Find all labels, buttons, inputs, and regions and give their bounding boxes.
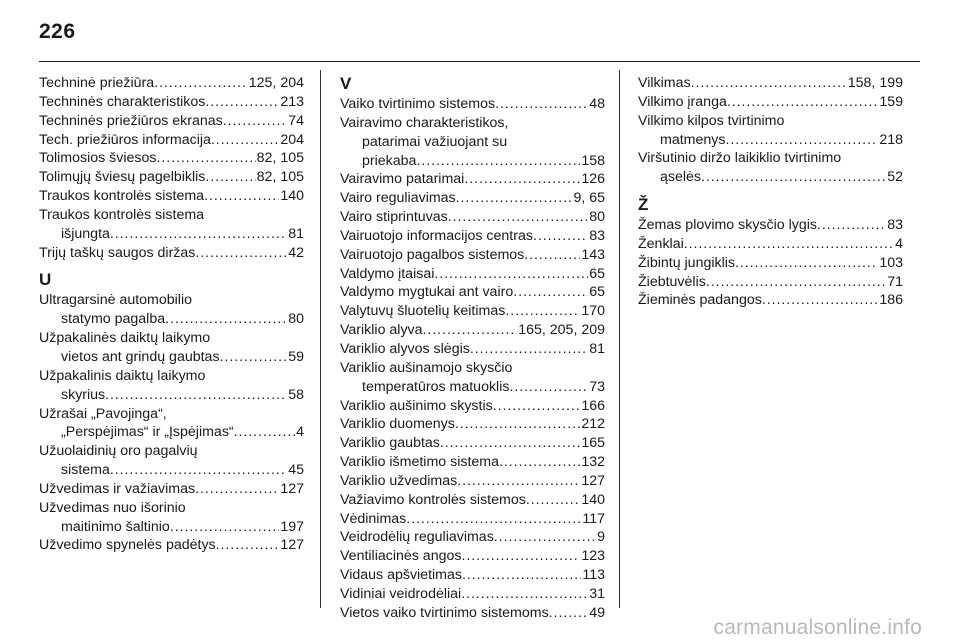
index-entry-pages: 31: [589, 585, 605, 602]
index-entry-row: [638, 291, 903, 310]
index-entry-line: Variklio aušinamojo skysčio: [340, 359, 513, 376]
dot-leader: [416, 152, 580, 171]
index-entry-row: [39, 225, 304, 244]
index-entry: [340, 566, 605, 585]
index-entry-pages: 73: [589, 378, 605, 395]
dot-leader: [706, 273, 886, 292]
index-entry-pages: 140: [280, 188, 304, 205]
index-entry-row: [340, 528, 605, 547]
index-entry-term: maitinimo šaltinio: [61, 518, 170, 535]
index-entry: [39, 291, 304, 329]
index-entry: [39, 187, 304, 206]
index-entry-pages: 49: [589, 604, 605, 621]
index-entry-pages: 212: [581, 416, 605, 433]
index-entry-term: Žemas plovimo skysčio lygis: [638, 217, 817, 234]
dot-leader: [205, 168, 255, 187]
index-entry: [638, 235, 903, 254]
dot-leader: [499, 453, 580, 472]
dot-leader: [494, 528, 596, 547]
index-entry: [638, 93, 903, 112]
index-entry-term: vietos ant grindų gaubtas: [61, 348, 220, 365]
index-entry-row: [340, 491, 605, 510]
dot-leader: [423, 321, 518, 340]
index-entry-row: [340, 434, 605, 453]
index-entry-term: matmenys: [660, 131, 726, 148]
index-entry: [340, 283, 605, 302]
index-entry-row: [39, 461, 304, 480]
index-entry-row: [340, 95, 605, 114]
index-entry-term: sistema: [61, 462, 110, 479]
index-entry-pages: 125, 204: [248, 75, 304, 91]
index-entry-row: [39, 348, 304, 367]
index-entry-term: ąselės: [660, 169, 702, 186]
index-entry: [340, 547, 605, 566]
index-entry: [340, 189, 605, 208]
index-entry-pages: 81: [288, 225, 304, 242]
index-entry: [340, 170, 605, 189]
index-entry-row: [340, 170, 605, 189]
index-entry: [39, 442, 304, 480]
index-entry-line: Užpakalinis daiktų laikymo: [39, 367, 206, 384]
index-entry-term: priekaba: [362, 152, 417, 169]
dot-leader: [205, 93, 279, 112]
index-entry-term: skyrius: [61, 386, 106, 403]
index-letter-heading: U: [39, 270, 52, 290]
dot-leader: [457, 472, 580, 491]
index-entry-row: [340, 152, 605, 171]
dot-leader: [526, 491, 581, 510]
index-entry-term: Valytuvų šluotelių keitimas: [340, 303, 506, 320]
index-entry-row: [39, 423, 304, 442]
index-entry-pages: 59: [288, 348, 304, 365]
index-entry-row: [340, 472, 605, 491]
dot-leader: [505, 302, 580, 321]
index-entry-pages: 42: [288, 244, 304, 261]
index-entry-pages: 143: [581, 246, 605, 263]
index-entry-term: Traukos kontrolės sistema: [39, 188, 205, 205]
index-entry: [340, 528, 605, 547]
index-entry-term: „Perspėjimas“ ir „Įspėjimas“: [61, 424, 234, 441]
page-number: 226: [39, 20, 76, 43]
index-entry-row: [638, 216, 903, 235]
index-entry: [340, 510, 605, 529]
index-entry-pages: 132: [581, 454, 605, 471]
index-entry: [638, 273, 903, 292]
dot-leader: [701, 168, 886, 187]
index-entry: [340, 604, 605, 623]
index-entry-row: [39, 518, 304, 537]
dot-leader: [461, 585, 588, 604]
dot-leader: [461, 547, 580, 566]
index-entry-row: [340, 321, 605, 340]
index-entry-term: Vėdinimas: [340, 510, 407, 527]
index-entry-pages: 126: [581, 171, 605, 188]
index-entry-pages: 83: [887, 217, 903, 234]
index-entry-term: Techninės charakteristikos: [39, 93, 206, 110]
index-entry-row: [638, 273, 903, 292]
index-entry-row: [39, 168, 304, 187]
index-entry-term: Užvedimo spynelės padėtys: [39, 537, 216, 554]
index-entry-row: [39, 74, 304, 93]
dot-leader: [170, 518, 280, 537]
index-entry-row: [638, 254, 903, 273]
index-entry-term: Vairuotojo pagalbos sistemos: [340, 246, 525, 263]
index-entry: [39, 168, 304, 187]
dot-leader: [735, 254, 878, 273]
index-entry-row: [340, 265, 605, 284]
index-entry: [340, 340, 605, 359]
index-entry-term: Tech. priežiūros informacija: [39, 131, 211, 148]
index-entry: [340, 397, 605, 416]
index-entry-pages: 45: [288, 462, 304, 479]
index-entry-term: Vairo stiprintuvas: [340, 209, 448, 226]
index-entry-line: Užpakalinės daiktų laikymo: [39, 330, 211, 347]
index-entry-term: Žiebtuvėlis: [638, 273, 706, 290]
index-entry: [340, 359, 605, 397]
index-entry-pages: 170: [581, 303, 605, 320]
index-entry-pages: 74: [288, 112, 304, 129]
index-entry-pages: 80: [589, 209, 605, 226]
index-entry-row: [638, 93, 903, 112]
dot-leader: [513, 283, 588, 302]
index-entry-line: Užvedimas nuo išorinio: [39, 499, 186, 516]
index-entry-term: Vairuotojo informacijos centras: [340, 227, 533, 244]
index-entry: [39, 499, 304, 537]
index-entry: [39, 329, 304, 367]
index-entry: [340, 453, 605, 472]
index-entry-pages: 186: [879, 292, 903, 309]
index-entry-term: Techninė priežiūra: [39, 75, 155, 91]
index-entry-term: Vairo reguliavimas: [340, 190, 456, 207]
index-entry-row: [340, 604, 605, 623]
dot-leader: [464, 170, 580, 189]
dot-leader: [725, 131, 878, 150]
dot-leader: [684, 235, 894, 254]
dot-leader: [434, 265, 588, 284]
index-entry-term: Užvedimas ir važiavimas: [39, 480, 196, 497]
index-entry-row: [340, 378, 605, 397]
index-entry-term: Variklio duomenys: [340, 416, 455, 433]
index-entry-pages: 80: [288, 311, 304, 328]
index-entry-line: Užuolaidinių oro pagalvių: [39, 443, 198, 460]
index-entry-row: [39, 480, 304, 499]
index-entry-line: patarimai važiuojant su: [362, 133, 508, 150]
index-entry: [340, 434, 605, 453]
index-entry-term: Važiavimo kontrolės sistemos: [340, 491, 526, 508]
index-entry-row: [340, 189, 605, 208]
index-entry: [638, 149, 903, 187]
index-entry: [340, 114, 605, 171]
header-rule: [39, 61, 920, 62]
index-entry-pages: 213: [280, 93, 304, 110]
index-entry-line: Užrašai „Pavojinga“,: [39, 405, 167, 422]
index-entry-pages: 48: [589, 96, 605, 112]
index-entry-term: Vietos vaiko tvirtinimo sistemoms: [340, 604, 549, 621]
index-entry-pages: 159: [879, 93, 903, 110]
column-divider: [619, 70, 620, 608]
index-entry-pages: 9, 65: [573, 190, 605, 207]
index-entry: [39, 131, 304, 150]
index-entry-line: Vilkimo kilpos tvirtinimo: [638, 112, 785, 129]
dot-leader: [223, 112, 287, 131]
index-entry-row: [340, 453, 605, 472]
index-entry-pages: 127: [280, 480, 304, 497]
index-entry-row: [340, 547, 605, 566]
dot-leader: [727, 93, 878, 112]
index-entry-term: Variklio alyva: [340, 322, 423, 339]
dot-leader: [493, 397, 581, 416]
index-entry: [39, 244, 304, 263]
index-entry-pages: 81: [589, 340, 605, 357]
index-entry-line: Ultragarsinė automobilio: [39, 292, 192, 309]
index-entry-row: [39, 131, 304, 150]
index-entry-term: Žibintų jungiklis: [638, 254, 735, 271]
index-entry-line: Vairavimo charakteristikos,: [340, 114, 509, 131]
dot-leader: [406, 510, 581, 529]
dot-leader: [156, 149, 255, 168]
index-entry: [340, 472, 605, 491]
dot-leader: [216, 536, 280, 555]
index-entry-pages: 123: [581, 548, 605, 565]
index-entry-term: Variklio alyvos slėgis: [340, 340, 470, 357]
dot-leader: [817, 216, 886, 235]
index-entry-pages: 52: [887, 169, 903, 186]
index-entry-pages: 117: [582, 510, 605, 527]
index-entry: [340, 585, 605, 604]
index-entry-term: Valdymo įtaisai: [340, 265, 435, 282]
index-entry-term: Ventiliacinės angos: [340, 548, 462, 565]
index-entry-row: [638, 74, 903, 93]
dot-leader: [533, 227, 588, 246]
index-entry-term: Variklio išmetimo sistema: [340, 454, 499, 471]
index-entry-term: Vilkimo įranga: [638, 93, 727, 110]
index-entry-term: Vaiko tvirtinimo sistemos: [340, 96, 496, 112]
index-entry-pages: 165: [581, 435, 605, 452]
index-entry-row: [638, 235, 903, 254]
index-entry-pages: 4: [296, 424, 304, 441]
index-entry-term: Veidrodėlių reguliavimas: [340, 529, 494, 546]
index-entry-term: Trijų taškų saugos diržas: [39, 244, 196, 261]
index-entry-row: [340, 510, 605, 529]
dot-leader: [509, 378, 588, 397]
index-entry: [39, 405, 304, 443]
index-entry-term: temperatūros matuoklis: [362, 378, 510, 395]
index-entry-term: išjungta: [61, 225, 110, 242]
dot-leader: [110, 225, 287, 244]
index-column-2: [340, 74, 605, 623]
index-entry-pages: 158: [581, 152, 605, 169]
index-column-3: [638, 74, 903, 310]
index-entry-term: statymo pagalba: [61, 311, 166, 328]
dot-leader: [524, 246, 580, 265]
dot-leader: [456, 189, 573, 208]
dot-leader: [455, 415, 580, 434]
dot-leader: [234, 423, 295, 442]
index-entry: [340, 227, 605, 246]
index-entry-term: Vidaus apšvietimas: [340, 567, 462, 584]
index-entry-term: Variklio aušinimo skystis: [340, 397, 493, 414]
dot-leader: [154, 74, 248, 93]
index-entry: [39, 112, 304, 131]
watermark: carmanualsonline.info: [713, 616, 922, 639]
index-entry: [638, 216, 903, 235]
index-entry-pages: 83: [589, 227, 605, 244]
index-entry: [340, 246, 605, 265]
dot-leader: [220, 348, 288, 367]
index-entry-pages: 113: [582, 567, 605, 584]
index-entry: [638, 74, 903, 93]
index-entry: [638, 291, 903, 310]
index-letter-heading: V: [340, 74, 352, 93]
index-entry-pages: 9: [597, 529, 605, 546]
index-entry-row: [340, 208, 605, 227]
index-entry: [39, 206, 304, 244]
index-entry: [39, 149, 304, 168]
dot-leader: [195, 480, 279, 499]
index-entry: [39, 74, 304, 93]
index-entry-line: Traukos kontrolės sistema: [39, 206, 205, 223]
index-entry-term: Variklio užvedimas: [340, 472, 458, 489]
index-entry-term: Ženklai: [638, 235, 684, 252]
index-entry-term: Tolimosios šviesos: [39, 150, 157, 167]
index-entry-pages: 82, 105: [256, 169, 304, 186]
dot-leader: [762, 291, 879, 310]
index-entry-pages: 82, 105: [256, 150, 304, 167]
index-entry-pages: 71: [887, 273, 903, 290]
index-entry: [39, 93, 304, 112]
dot-leader: [495, 95, 588, 114]
index-entry: [340, 208, 605, 227]
index-entry-pages: 165, 205, 209: [518, 322, 605, 339]
index-entry-pages: 166: [581, 397, 605, 414]
index-entry-pages: 197: [280, 518, 304, 535]
index-entry-row: [39, 187, 304, 206]
index-entry: [340, 95, 605, 114]
index-entry: [39, 367, 304, 405]
index-entry-pages: 58: [288, 386, 304, 403]
index-entry-row: [39, 112, 304, 131]
index-entry-row: [340, 302, 605, 321]
dot-leader: [204, 187, 279, 206]
index-entry-pages: 4: [895, 235, 903, 252]
index-entry-pages: 127: [280, 537, 304, 554]
dot-leader: [448, 208, 588, 227]
dot-leader: [691, 74, 847, 93]
dot-leader: [549, 604, 589, 623]
index-entry-row: [340, 585, 605, 604]
index-entry-term: Variklio gaubtas: [340, 435, 440, 452]
index-entry-row: [340, 283, 605, 302]
index-entry-row: [39, 244, 304, 263]
index-entry-pages: 218: [879, 131, 903, 148]
index-entry-row: [638, 131, 903, 150]
index-entry-pages: 140: [581, 491, 605, 508]
index-entry-pages: 65: [589, 265, 605, 282]
index-entry-term: Valdymo mygtukai ant vairo: [340, 284, 514, 301]
index-entry: [340, 491, 605, 510]
index-entry: [638, 112, 903, 150]
index-entry-row: [340, 340, 605, 359]
index-entry: [340, 302, 605, 321]
index-entry-term: Techninės priežiūros ekranas: [39, 112, 223, 129]
index-entry-pages: 103: [879, 254, 903, 271]
index-entry-term: Žieminės padangos: [638, 292, 762, 309]
index-entry-term: Vilkimas: [638, 75, 691, 91]
index-entry: [638, 254, 903, 273]
index-entry: [340, 321, 605, 340]
index-column-1: [39, 74, 304, 555]
index-entry-row: [340, 397, 605, 416]
index-entry-row: [39, 149, 304, 168]
index-entry: [39, 536, 304, 555]
index-entry-term: Vairavimo patarimai: [340, 171, 465, 188]
index-entry-row: [340, 566, 605, 585]
index-entry-row: [340, 246, 605, 265]
index-entry-row: [340, 415, 605, 434]
dot-leader: [165, 310, 287, 329]
index-entry: [340, 265, 605, 284]
index-entry-row: [39, 536, 304, 555]
index-entry: [39, 480, 304, 499]
index-entry: [340, 415, 605, 434]
dot-leader: [105, 386, 287, 405]
column-divider: [320, 70, 321, 608]
index-entry-line: Viršutinio diržo laikiklio tvirtinimo: [638, 150, 842, 167]
index-entry-term: Vidiniai veidrodėliai: [340, 585, 462, 602]
dot-leader: [470, 340, 588, 359]
index-entry-term: Tolimųjų šviesų pagelbiklis: [39, 169, 206, 186]
index-entry-row: [39, 386, 304, 405]
dot-leader: [211, 131, 279, 150]
index-entry-pages: 65: [589, 284, 605, 301]
index-entry-pages: 127: [581, 472, 605, 489]
index-entry-row: [340, 227, 605, 246]
dot-leader: [195, 244, 287, 263]
dot-leader: [110, 461, 287, 480]
index-entry-pages: 158, 199: [847, 75, 903, 91]
index-entry-row: [39, 93, 304, 112]
index-letter-heading: Ž: [638, 195, 649, 215]
dot-leader: [440, 434, 580, 453]
dot-leader: [462, 566, 581, 585]
index-entry-pages: 204: [280, 131, 304, 148]
index-entry-row: [638, 168, 903, 187]
index-entry-row: [39, 310, 304, 329]
